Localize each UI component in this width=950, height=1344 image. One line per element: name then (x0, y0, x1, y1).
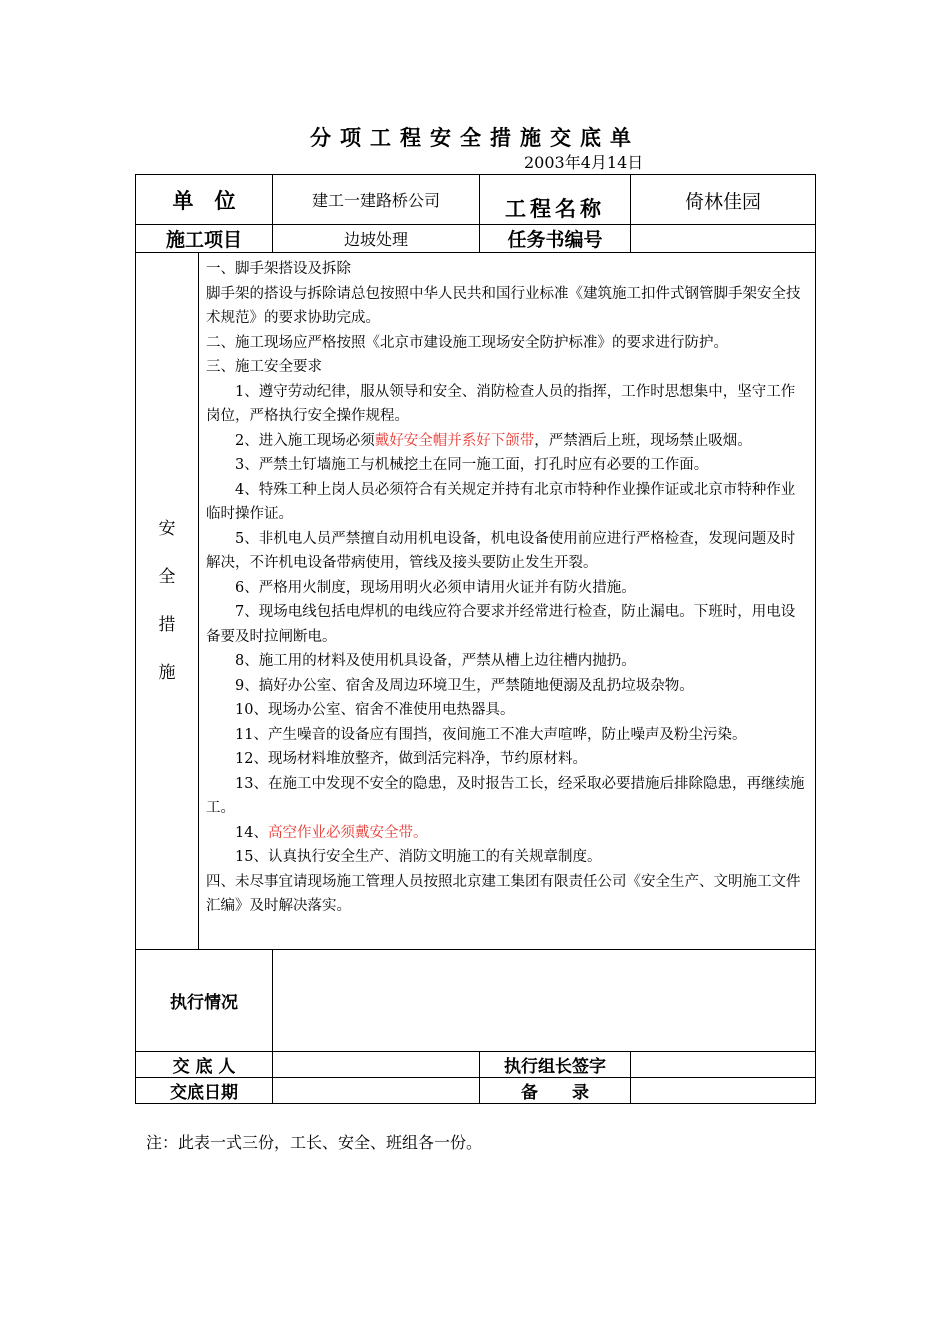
measure-paragraph: 4、特殊工种上岗人员必须符合有关规定并持有北京市特种作业操作证或北京市特种作业临时操作证。 (206, 481, 796, 522)
side-label-char: 施 (158, 663, 176, 683)
handover-person-label: 交 底 人 (136, 1052, 273, 1078)
safety-measures-content (136, 253, 815, 922)
measure-paragraph: 6、严格用火制度，现场用明火必须申请用火证并有防火措施。 (235, 579, 636, 596)
team-leader-sign-value[interactable] (631, 1052, 816, 1078)
page-title: 分项工程安全措施交底单 (310, 125, 640, 150)
construction-item-label: 施工项目 (136, 225, 273, 253)
measure-paragraph: 二、施工现场应严格按照《北京市建设施工现场安全防护标准》的要求进行防护。 (206, 334, 728, 351)
team-leader-sign-label: 执行组长签字 (480, 1052, 631, 1078)
measure-paragraph: 12、现场材料堆放整齐，做到活完料净，节约原材料。 (235, 751, 587, 767)
side-label-char: 安 (158, 519, 176, 539)
measure-highlight: 高空作业必须戴安全带。 (267, 824, 428, 841)
measure-paragraph: 9、搞好办公室、宿舍及周边环境卫生，严禁随地便溺及乱扔垃圾杂物。 (235, 677, 694, 694)
measure-paragraph: 13、在施工中发现不安全的隐患，及时报告工长，经采取必要措施后排除隐患，再继续施工。 (206, 775, 805, 816)
measure-paragraph: 11、产生噪音的设备应有围挡，夜间施工不准大声喧哗，防止噪声及粉尘污染。 (235, 726, 747, 743)
execution-value[interactable] (273, 950, 816, 1052)
safety-form-table (135, 174, 816, 1104)
side-label-char: 措 (158, 615, 176, 635)
handover-date-value[interactable] (273, 1078, 480, 1104)
measure-text: ，严禁酒后上班，现场禁止吸烟。 (534, 432, 752, 449)
measure-paragraph: 脚手架的搭设与拆除请总包按照中华人民共和国行业标准《建筑施工扣件式钢管脚手架安全技术规范》的要求协助完成。 (206, 285, 801, 326)
document-date: 2003年4月14日 (524, 153, 644, 172)
handover-date-label: 交底日期 (136, 1078, 273, 1104)
task-number-label: 任务书编号 (480, 225, 631, 253)
measure-paragraph: 7、现场电线包括电焊机的电线应符合要求并经常进行检查，防止漏电。下班时，用电设备要及时拉闸断电。 (206, 604, 796, 645)
measure-paragraph: 3、严禁土钉墙施工与机械挖土在同一施工面，打孔时应有必要的工作面。 (235, 457, 709, 473)
unit-label: 单 位 (136, 175, 273, 225)
safety-measures-side-label (136, 253, 199, 949)
handover-person-value[interactable] (273, 1052, 480, 1078)
footnote: 注：此表一式三份，工长、安全、班组各一份。 (146, 1133, 483, 1152)
unit-value[interactable]: 建工一建路桥公司 (273, 175, 480, 225)
measure-paragraph: 8、施工用的材料及使用机具设备，严禁从槽上边往槽内抛扔。 (235, 653, 636, 669)
project-name-label: 工程名称 (480, 175, 631, 225)
side-label-char: 全 (158, 567, 176, 587)
execution-label: 执行情况 (136, 950, 273, 1052)
measure-paragraph: 1、遵守劳动纪律，服从领导和安全、消防检查人员的指挥，工作时思想集中，坚守工作岗位，严格执行安全操作规程。 (206, 383, 796, 424)
construction-item-value[interactable]: 边坡处理 (273, 225, 480, 253)
measure-paragraph (206, 821, 809, 846)
measure-paragraph: 15、认真执行安全生产、消防文明施工的有关规章制度。 (235, 849, 602, 865)
project-name-value[interactable]: 倚林佳园 (631, 175, 816, 225)
measure-text: 2、进入施工现场必须 (235, 432, 375, 449)
measure-paragraph: 5、非机电人员严禁擅自动用机电设备，机电设备使用前应进行严格检查，发现问题及时解决，不许机电设备带病使用，管线及接头要防止发生开裂。 (206, 530, 796, 571)
measure-paragraph: 10、现场办公室、宿舍不准使用电热器具。 (235, 702, 515, 718)
measure-paragraph: 一、脚手架搭设及拆除 (206, 261, 351, 277)
memo-value[interactable] (631, 1078, 816, 1104)
measure-paragraph (206, 429, 809, 454)
measure-text: 14、 (235, 824, 268, 841)
measure-highlight: 戴好安全帽并系好下颌带 (374, 432, 535, 449)
task-number-value[interactable] (631, 225, 816, 253)
memo-label: 备 录 (480, 1078, 631, 1104)
measure-paragraph: 四、未尽事宜请现场施工管理人员按照北京建工集团有限责任公司《安全生产、文明施工文件汇编》及时解决落实。 (206, 873, 801, 914)
measure-paragraph: 三、施工安全要求 (206, 359, 322, 375)
